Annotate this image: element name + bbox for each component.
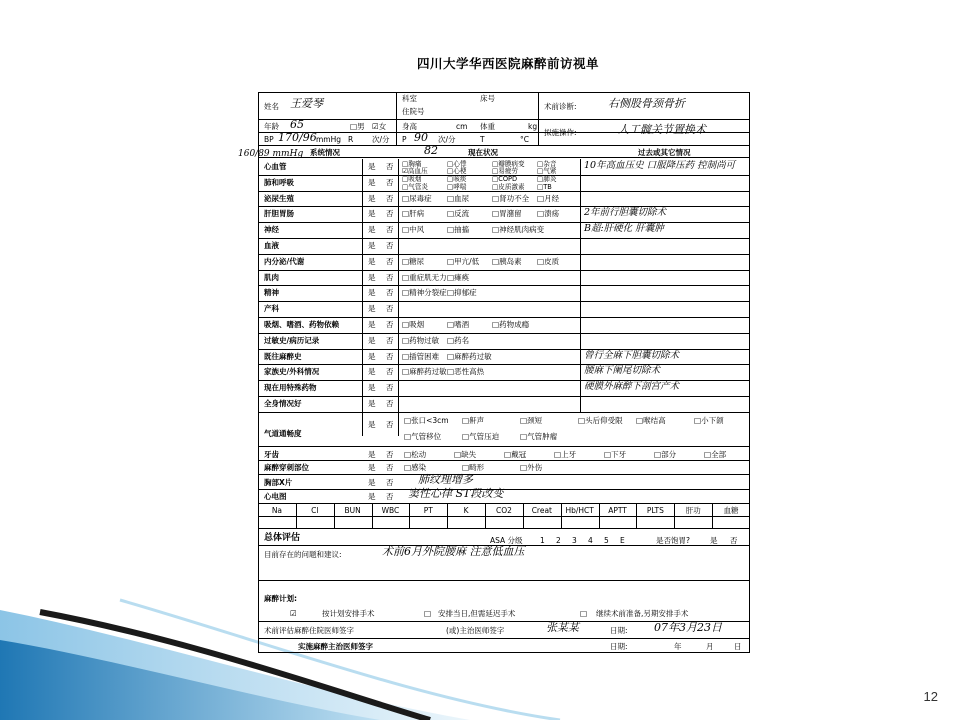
age-label: 年龄 bbox=[264, 122, 279, 131]
teeth-option[interactable]: □全部 bbox=[704, 450, 727, 459]
row-past-note: B超:肝硬化 肝囊肿 bbox=[584, 223, 664, 235]
chest-no[interactable]: 否 bbox=[386, 478, 394, 487]
puncture-option[interactable]: □畸形 bbox=[462, 463, 485, 472]
date-value: 07年3月23日 bbox=[654, 621, 722, 634]
row-current-item[interactable]: □心悸 bbox=[447, 159, 467, 168]
height-unit: cm bbox=[456, 122, 468, 131]
p-value: 90 bbox=[414, 131, 428, 144]
full-stomach-label: 是否饱胃? bbox=[656, 536, 690, 545]
airway-label: 气道通畅度 bbox=[264, 429, 302, 438]
puncture-yes[interactable]: 是 bbox=[368, 463, 376, 472]
teeth-yes[interactable]: 是 bbox=[368, 450, 376, 459]
row-label: 血液 bbox=[264, 241, 279, 250]
asa-option[interactable]: 4 bbox=[588, 536, 593, 545]
row-current-item[interactable]: □反流 bbox=[447, 209, 470, 219]
row-yes[interactable]: 是 bbox=[368, 256, 376, 266]
row-current-item[interactable]: □嗜酒 bbox=[447, 320, 470, 329]
date-label: 日期: bbox=[610, 626, 628, 635]
plan-option-2-check[interactable]: □ bbox=[424, 609, 432, 618]
row-label: 产科 bbox=[264, 304, 279, 314]
teeth-option[interactable]: □上牙 bbox=[554, 450, 577, 459]
page-number: 12 bbox=[923, 689, 938, 704]
plan-option-2: 安排当日,但需延迟手术 bbox=[438, 609, 516, 618]
row-current-item[interactable]: □药名 bbox=[447, 335, 470, 345]
row-current-item[interactable]: □吸烟 bbox=[402, 175, 422, 184]
row-current-item[interactable]: □肾功不全 bbox=[492, 193, 530, 203]
row-current-item[interactable]: □抑郁症 bbox=[447, 288, 477, 298]
airway-option[interactable]: □喉结高 bbox=[636, 416, 666, 425]
attending-sign-value: 张某某 bbox=[546, 621, 579, 634]
row-label: 肺和呼吸 bbox=[264, 177, 294, 187]
age-value: 65 bbox=[290, 118, 304, 131]
name-label: 姓名 bbox=[264, 102, 279, 111]
lab-header: CO2 bbox=[496, 506, 512, 515]
airway-option[interactable]: □张口<3cm bbox=[404, 416, 449, 425]
row-yes[interactable]: 是 bbox=[368, 241, 376, 250]
asa-option[interactable]: 1 bbox=[540, 536, 545, 545]
row-no[interactable]: 否 bbox=[386, 288, 394, 298]
row-current-item[interactable]: □哮喘 bbox=[447, 182, 467, 191]
row-current-item[interactable]: □重症肌无力 bbox=[402, 272, 447, 282]
t-label: T bbox=[480, 135, 485, 144]
col-current: 现在状况 bbox=[468, 148, 498, 157]
row-past-note: 腰麻下阑尾切除术 bbox=[584, 365, 661, 377]
airway-option[interactable]: □鼾声 bbox=[462, 416, 485, 425]
bp-unit: mmHg bbox=[316, 135, 342, 144]
preop-dx-value: 右侧股骨颈骨折 bbox=[608, 97, 685, 110]
row-current-item[interactable]: □TB bbox=[537, 182, 552, 191]
row-yes[interactable]: 是 bbox=[368, 272, 376, 282]
puncture-no[interactable]: 否 bbox=[386, 463, 394, 472]
puncture-option[interactable]: □外伤 bbox=[520, 463, 543, 472]
row-label: 内分泌/代谢 bbox=[264, 256, 305, 266]
preop-dx-label: 术前诊断: bbox=[544, 102, 577, 111]
airway-option[interactable]: □气管肿瘤 bbox=[520, 432, 558, 441]
plan-label: 麻醉计划: bbox=[264, 594, 297, 603]
row-yes[interactable]: 是 bbox=[368, 177, 376, 187]
chest-xray-label: 胸部X片 bbox=[264, 478, 293, 487]
row-label: 肝胆胃肠 bbox=[264, 209, 294, 219]
chest-yes[interactable]: 是 bbox=[368, 478, 376, 487]
row-no[interactable]: 否 bbox=[386, 399, 394, 408]
row-current-item[interactable]: □气紧 bbox=[537, 167, 557, 176]
bp-value: 170/96 bbox=[278, 131, 317, 144]
row-current-item[interactable]: □皮质 bbox=[537, 256, 560, 266]
row-yes[interactable]: 是 bbox=[368, 351, 376, 361]
row-current-item[interactable]: □麻醉药过敏 bbox=[447, 351, 492, 361]
row-current-item[interactable]: □溃疡 bbox=[537, 209, 560, 219]
r-unit: 次/分 bbox=[372, 135, 390, 144]
lab-header: PT bbox=[423, 506, 433, 515]
male-checkbox[interactable]: □男 bbox=[350, 122, 365, 131]
row-yes[interactable]: 是 bbox=[368, 367, 376, 377]
col-past: 过去或其它情况 bbox=[638, 148, 691, 157]
row-current-item[interactable]: □瘫痪 bbox=[447, 272, 470, 282]
airway-option[interactable]: □头后仰受限 bbox=[578, 416, 623, 425]
airway-yes[interactable]: 是 bbox=[368, 420, 376, 429]
teeth-option[interactable]: □下牙 bbox=[604, 450, 627, 459]
row-current-item[interactable]: □胸痛 bbox=[402, 159, 422, 168]
row-label: 神经 bbox=[264, 225, 279, 235]
row-current-item[interactable]: □咳痰 bbox=[447, 175, 467, 184]
row-label: 泌尿生殖 bbox=[264, 193, 294, 203]
row-current-item[interactable]: □糖尿 bbox=[402, 256, 425, 266]
row-yes[interactable]: 是 bbox=[368, 320, 376, 329]
row-no[interactable]: 否 bbox=[386, 304, 394, 314]
month-label: 月 bbox=[706, 642, 714, 651]
admission-label: 住院号 bbox=[402, 107, 425, 116]
lab-header: Cl bbox=[311, 506, 319, 515]
plan-option-1: 按计划安排手术 bbox=[322, 609, 375, 618]
row-current-item[interactable]: ☑高血压 bbox=[402, 167, 428, 176]
chest-xray-value: 肺纹理增多 bbox=[418, 473, 473, 486]
date2-label: 日期: bbox=[610, 642, 628, 651]
p-label: P bbox=[402, 135, 407, 144]
puncture-option[interactable]: □感染 bbox=[404, 463, 427, 472]
row-current-item[interactable]: □药物成瘾 bbox=[492, 320, 530, 329]
t-unit: °C bbox=[520, 135, 529, 144]
airway-option[interactable]: □气管移位 bbox=[404, 432, 442, 441]
row-current-item[interactable]: □月经 bbox=[537, 193, 560, 203]
row-past-note: 硬膜外麻醉下剖宫产术 bbox=[584, 381, 680, 393]
row-current-item[interactable]: □肺炎 bbox=[537, 175, 557, 184]
plan-option-3-check[interactable]: □ bbox=[580, 609, 588, 618]
teeth-option[interactable]: □缺失 bbox=[454, 450, 477, 459]
row-current-item[interactable]: □中风 bbox=[402, 225, 425, 235]
row-yes[interactable]: 是 bbox=[368, 399, 376, 408]
preanesthesia-form bbox=[238, 48, 758, 663]
teeth-no[interactable]: 否 bbox=[386, 450, 394, 459]
row-current-item[interactable]: □心梗 bbox=[447, 167, 467, 176]
lab-header: BUN bbox=[344, 506, 361, 515]
row-no[interactable]: 否 bbox=[386, 209, 394, 219]
row-label: 心血管 bbox=[264, 162, 287, 171]
teeth-option[interactable]: □松动 bbox=[404, 450, 427, 459]
row-yes[interactable]: 是 bbox=[368, 288, 376, 298]
issues-label: 目前存在的问题和建议: bbox=[264, 550, 342, 559]
row-no[interactable]: 否 bbox=[386, 335, 394, 345]
issues-value: 术前6月外院腰麻 注意低血压 bbox=[382, 545, 525, 558]
lab-header: PLTS bbox=[646, 506, 664, 515]
year-label: 年 bbox=[674, 642, 682, 651]
row-current-item[interactable]: □气管炎 bbox=[402, 182, 429, 191]
row-no[interactable]: 否 bbox=[386, 162, 394, 171]
plan-option-1-check[interactable]: ☑ bbox=[290, 609, 297, 618]
extra-pulse: 82 bbox=[424, 144, 438, 157]
row-label: 既往麻醉史 bbox=[264, 351, 302, 361]
lab-header: K bbox=[463, 506, 469, 515]
teeth-option[interactable]: □部分 bbox=[654, 450, 677, 459]
row-yes[interactable]: 是 bbox=[368, 162, 376, 171]
exec-sign-label: 实施麻醉主治医师签字 bbox=[298, 642, 373, 651]
row-current-item[interactable]: □恶性高热 bbox=[447, 367, 485, 377]
ecg-value: 窦性心律 ST段改变 bbox=[408, 487, 504, 500]
row-current-item[interactable]: □易疲劳 bbox=[492, 167, 519, 176]
ecg-label: 心电图 bbox=[264, 492, 287, 501]
row-current-item[interactable]: □药物过敏 bbox=[402, 335, 440, 345]
row-current-item[interactable]: □精神分裂症 bbox=[402, 288, 447, 298]
row-label: 家族史/外科情况 bbox=[264, 367, 320, 377]
height-label: 身高 bbox=[402, 122, 417, 131]
lab-header: Na bbox=[271, 506, 283, 515]
r-label: R bbox=[348, 135, 354, 144]
row-label: 全身情况好 bbox=[264, 399, 302, 408]
weight-label: 体重 bbox=[480, 122, 495, 131]
dept-label: 科室 bbox=[402, 94, 417, 103]
preop-sign-label: 术前评估麻醉住院医师签字 bbox=[264, 626, 354, 635]
teeth-option[interactable]: □戴冠 bbox=[504, 450, 527, 459]
row-past-note: 10年高血压史 口服降压药 控制尚可 bbox=[584, 160, 736, 171]
ecg-yes[interactable]: 是 bbox=[368, 492, 376, 501]
row-label: 现在用特殊药物 bbox=[264, 383, 317, 393]
patient-name: 王爱琴 bbox=[290, 97, 323, 110]
weight-unit: kg bbox=[528, 122, 538, 131]
plan-option-3: 继续术前准备,另期安排手术 bbox=[596, 609, 689, 618]
row-current-item[interactable]: □胰岛素 bbox=[492, 256, 522, 266]
row-no[interactable]: 否 bbox=[386, 241, 394, 250]
row-current-item[interactable]: □胃潴留 bbox=[492, 209, 522, 219]
extra-bp: 160/89 mmHg bbox=[238, 149, 304, 159]
row-yes[interactable]: 是 bbox=[368, 335, 376, 345]
row-no[interactable]: 否 bbox=[386, 256, 394, 266]
row-no[interactable]: 否 bbox=[386, 320, 394, 329]
airway-option[interactable]: □小下颌 bbox=[694, 416, 724, 425]
lab-header: 肝功 bbox=[685, 506, 701, 515]
row-current-item[interactable]: □瓣膜病变 bbox=[492, 159, 525, 168]
row-current-item[interactable]: □抽搐 bbox=[447, 225, 470, 235]
row-yes[interactable]: 是 bbox=[368, 225, 376, 235]
row-no[interactable]: 否 bbox=[386, 225, 394, 235]
row-no[interactable]: 否 bbox=[386, 383, 394, 393]
day-label: 日 bbox=[734, 642, 742, 651]
row-yes[interactable]: 是 bbox=[368, 193, 376, 203]
asa-option[interactable]: E bbox=[620, 536, 625, 545]
row-current-item[interactable]: □杂音 bbox=[537, 159, 557, 168]
attending-sign-label: (或)主治医师签字 bbox=[446, 626, 505, 635]
row-current-item[interactable]: □皮质激素 bbox=[492, 182, 525, 191]
row-current-item[interactable]: □麻醉药过敏 bbox=[402, 367, 447, 377]
row-yes[interactable]: 是 bbox=[368, 209, 376, 219]
form-title: 四川大学华西医院麻醉前访视单 bbox=[416, 56, 599, 71]
ecg-no[interactable]: 否 bbox=[386, 492, 394, 501]
asa-option[interactable]: 2 bbox=[556, 536, 561, 545]
row-current-item[interactable]: □甲亢/低 bbox=[447, 256, 480, 266]
row-yes[interactable]: 是 bbox=[368, 383, 376, 393]
row-current-item[interactable]: □插管困难 bbox=[402, 351, 440, 361]
col-system: 系统情况 bbox=[310, 148, 340, 157]
asa-option[interactable]: 3 bbox=[572, 536, 577, 545]
female-checkbox[interactable]: ☑女 bbox=[372, 122, 387, 131]
row-current-item[interactable]: □COPD bbox=[492, 175, 518, 184]
airway-no[interactable]: 否 bbox=[386, 420, 394, 429]
assessment-label: 总体评估 bbox=[264, 533, 301, 543]
row-yes[interactable]: 是 bbox=[368, 304, 376, 314]
row-past-note: 曾行全麻下胆囊切除术 bbox=[584, 349, 680, 361]
row-no[interactable]: 否 bbox=[386, 367, 394, 377]
puncture-label: 麻醉穿刺部位 bbox=[264, 463, 309, 472]
row-current-item[interactable]: □血尿 bbox=[447, 193, 470, 203]
row-label: 肌肉 bbox=[264, 272, 279, 282]
lab-header: WBC bbox=[381, 506, 400, 515]
planned-op-value: 人工髋关节置换术 bbox=[618, 123, 706, 136]
bp-label: BP bbox=[264, 135, 274, 144]
p-unit: 次/分 bbox=[438, 135, 456, 144]
row-current-item[interactable]: □神经肌肉病变 bbox=[492, 225, 545, 235]
row-current-item[interactable]: □吸烟 bbox=[402, 320, 425, 329]
lab-header: 血糖 bbox=[723, 506, 739, 515]
row-current-item[interactable]: □肝病 bbox=[402, 209, 425, 219]
asa-option[interactable]: 5 bbox=[604, 536, 609, 545]
lab-header: Hb/HCT bbox=[565, 506, 594, 515]
lab-header: APTT bbox=[608, 506, 627, 515]
row-no[interactable]: 否 bbox=[386, 177, 394, 187]
row-past-note: 2年前行胆囊切除术 bbox=[584, 207, 667, 219]
bed-label: 床号 bbox=[480, 94, 495, 103]
lab-header: Creat bbox=[531, 506, 552, 515]
row-label: 吸烟、嗜酒、药物依赖 bbox=[264, 320, 339, 329]
planned-op-label: 拟施操作: bbox=[544, 128, 577, 137]
row-no[interactable]: 否 bbox=[386, 351, 394, 361]
airway-option[interactable]: □颈短 bbox=[520, 416, 543, 425]
full-stomach-no[interactable]: 否 bbox=[730, 536, 738, 545]
row-current-item[interactable]: □尿毒症 bbox=[402, 193, 432, 203]
row-label: 精神 bbox=[264, 288, 279, 298]
row-no[interactable]: 否 bbox=[386, 272, 394, 282]
full-stomach-yes[interactable]: 是 bbox=[710, 536, 718, 545]
row-no[interactable]: 否 bbox=[386, 193, 394, 203]
airway-option[interactable]: □气管压迫 bbox=[462, 432, 500, 441]
row-label: 过敏史/病历记录 bbox=[264, 335, 320, 345]
teeth-label: 牙齿 bbox=[264, 450, 279, 459]
asa-label: ASA 分级 bbox=[490, 536, 523, 545]
